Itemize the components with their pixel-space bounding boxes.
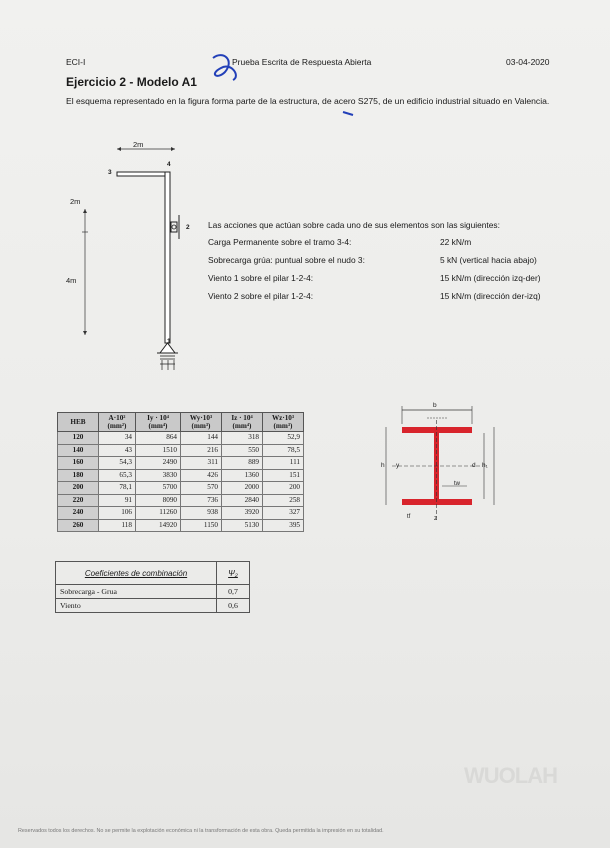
value-cell: 1360 [222, 469, 263, 482]
node-3-label: 3 [108, 169, 112, 176]
coef-value: 0,7 [217, 585, 250, 599]
col-header: Iy · 10⁴ (mm⁴) [136, 413, 181, 432]
table-row [58, 482, 304, 495]
action-label: Sobrecarga grúa: puntual sobre el nudo 3: [208, 255, 365, 265]
value-cell: 43 [99, 444, 136, 457]
value-cell: 864 [136, 432, 181, 445]
beam-3-4 [117, 172, 169, 176]
table-row [58, 507, 304, 520]
table-header-row [56, 562, 250, 585]
coef-value: 0,6 [217, 599, 250, 613]
value-cell: 3920 [222, 507, 263, 520]
column-1-2-4 [165, 172, 170, 343]
value-cell: 570 [181, 482, 222, 495]
dim-label-top: 2m [133, 140, 144, 149]
value-cell: 91 [99, 494, 136, 507]
value-cell: 426 [181, 469, 222, 482]
action-label: Viento 2 sobre el pilar 1-2-4: [208, 291, 314, 301]
value-cell: 11260 [136, 507, 181, 520]
bottom-flange [402, 499, 472, 505]
profile-cell: 240 [58, 507, 99, 520]
value-cell: 65,3 [99, 469, 136, 482]
value-cell: 395 [263, 519, 304, 532]
value-cell: 318 [222, 432, 263, 445]
heb-profile-table [57, 412, 304, 532]
table-row [56, 585, 250, 599]
dim-b: b [433, 402, 437, 409]
col-header: Iz · 10⁴ (mm⁴) [222, 413, 263, 432]
table-row [58, 469, 304, 482]
value-cell: 118 [99, 519, 136, 532]
action-label: Carga Permanente sobre el tramo 3-4: [208, 237, 352, 247]
top-flange [402, 427, 472, 433]
dim-label-upper: 2m [70, 197, 81, 206]
dim-tf: tf [407, 514, 411, 520]
table-row [58, 519, 304, 532]
value-cell: 111 [263, 457, 304, 470]
value-cell: 1510 [136, 444, 181, 457]
watermark: WUOLAH [464, 763, 557, 788]
action-label: Viento 1 sobre el pilar 1-2-4: [208, 273, 314, 283]
value-cell: 2490 [136, 457, 181, 470]
combination-coefficients-table [55, 561, 250, 613]
value-cell: 106 [99, 507, 136, 520]
actions-intro: Las acciones que actúan sobre cada uno de sus elementos son las siguientes: [208, 220, 500, 230]
col-header: Wz·10³ (mm³) [263, 413, 304, 432]
table-row [58, 494, 304, 507]
profile-cell: 200 [58, 482, 99, 495]
col-header: HEB [58, 413, 99, 432]
action-value: 5 kN (vertical hacia abajo) [440, 255, 537, 265]
value-cell: 200 [263, 482, 304, 495]
profile-cell: 120 [58, 432, 99, 445]
node-1-label: 1 [167, 338, 171, 345]
table-row [58, 444, 304, 457]
value-cell: 3830 [136, 469, 181, 482]
value-cell: 78,5 [263, 444, 304, 457]
value-cell: 938 [181, 507, 222, 520]
value-cell: 736 [181, 494, 222, 507]
value-cell: 2000 [222, 482, 263, 495]
coef-name: Viento [56, 599, 217, 613]
table-row [56, 599, 250, 613]
value-cell: 216 [181, 444, 222, 457]
header-course: ECI-I [66, 57, 86, 67]
value-cell: 5700 [136, 482, 181, 495]
structure-diagram [60, 135, 200, 385]
node-4-label: 4 [167, 161, 171, 168]
dim-h1: h₁ [482, 462, 488, 469]
value-cell: 8090 [136, 494, 181, 507]
footer-notice: Reservados todos los derechos. No se permite la explotación económica ni la transformación de esta obra. Queda permitida la impresión en su totalidad. [18, 828, 384, 834]
value-cell: 2840 [222, 494, 263, 507]
header-exam-title: Prueba Escrita de Respuesta Abierta [232, 57, 372, 67]
value-cell: 14920 [136, 519, 181, 532]
profile-cell: 260 [58, 519, 99, 532]
value-cell: 1150 [181, 519, 222, 532]
value-cell: 151 [263, 469, 304, 482]
intro-text: El esquema representado en la figura forma parte de la estructura, de acero S275, de un edificio industrial situado en Valencia. [66, 96, 550, 106]
coef-header: Coeficientes de combinación [56, 562, 217, 585]
exercise-title: Ejercicio 2 - Modelo A1 [66, 75, 197, 89]
value-cell: 54,3 [99, 457, 136, 470]
value-cell: 311 [181, 457, 222, 470]
table-header-row [58, 413, 304, 432]
coef-name: Sobrecarga - Grua [56, 585, 217, 599]
profile-cell: 220 [58, 494, 99, 507]
value-cell: 5130 [222, 519, 263, 532]
header-date: 03-04-2020 [506, 57, 550, 67]
pen-scribble [205, 50, 365, 130]
node-2-label: 2 [186, 224, 190, 231]
value-cell: 144 [181, 432, 222, 445]
axis-y: y [396, 462, 400, 469]
action-value: 15 kN/m (dirección der-izq) [440, 291, 541, 301]
profile-cell: 160 [58, 457, 99, 470]
col-header: A·10² (mm²) [99, 413, 136, 432]
value-cell: 327 [263, 507, 304, 520]
action-value: 22 kN/m [440, 237, 472, 247]
col-header: Wy·10³ (mm³) [181, 413, 222, 432]
table-row [58, 432, 304, 445]
dim-d: d [472, 462, 476, 469]
value-cell: 34 [99, 432, 136, 445]
psi-header: Ψ₂ [217, 562, 250, 585]
value-cell: 258 [263, 494, 304, 507]
table-row [58, 457, 304, 470]
profile-cell: 180 [58, 469, 99, 482]
profile-cell: 140 [58, 444, 99, 457]
value-cell: 52,9 [263, 432, 304, 445]
value-cell: 889 [222, 457, 263, 470]
axis-z: z [434, 516, 437, 522]
action-value: 15 kN/m (dirección izq-der) [440, 273, 541, 283]
dim-tw: tw [454, 481, 460, 487]
value-cell: 550 [222, 444, 263, 457]
dim-label-lower: 4m [66, 276, 77, 285]
value-cell: 78,1 [99, 482, 136, 495]
dim-h: h [381, 462, 385, 469]
